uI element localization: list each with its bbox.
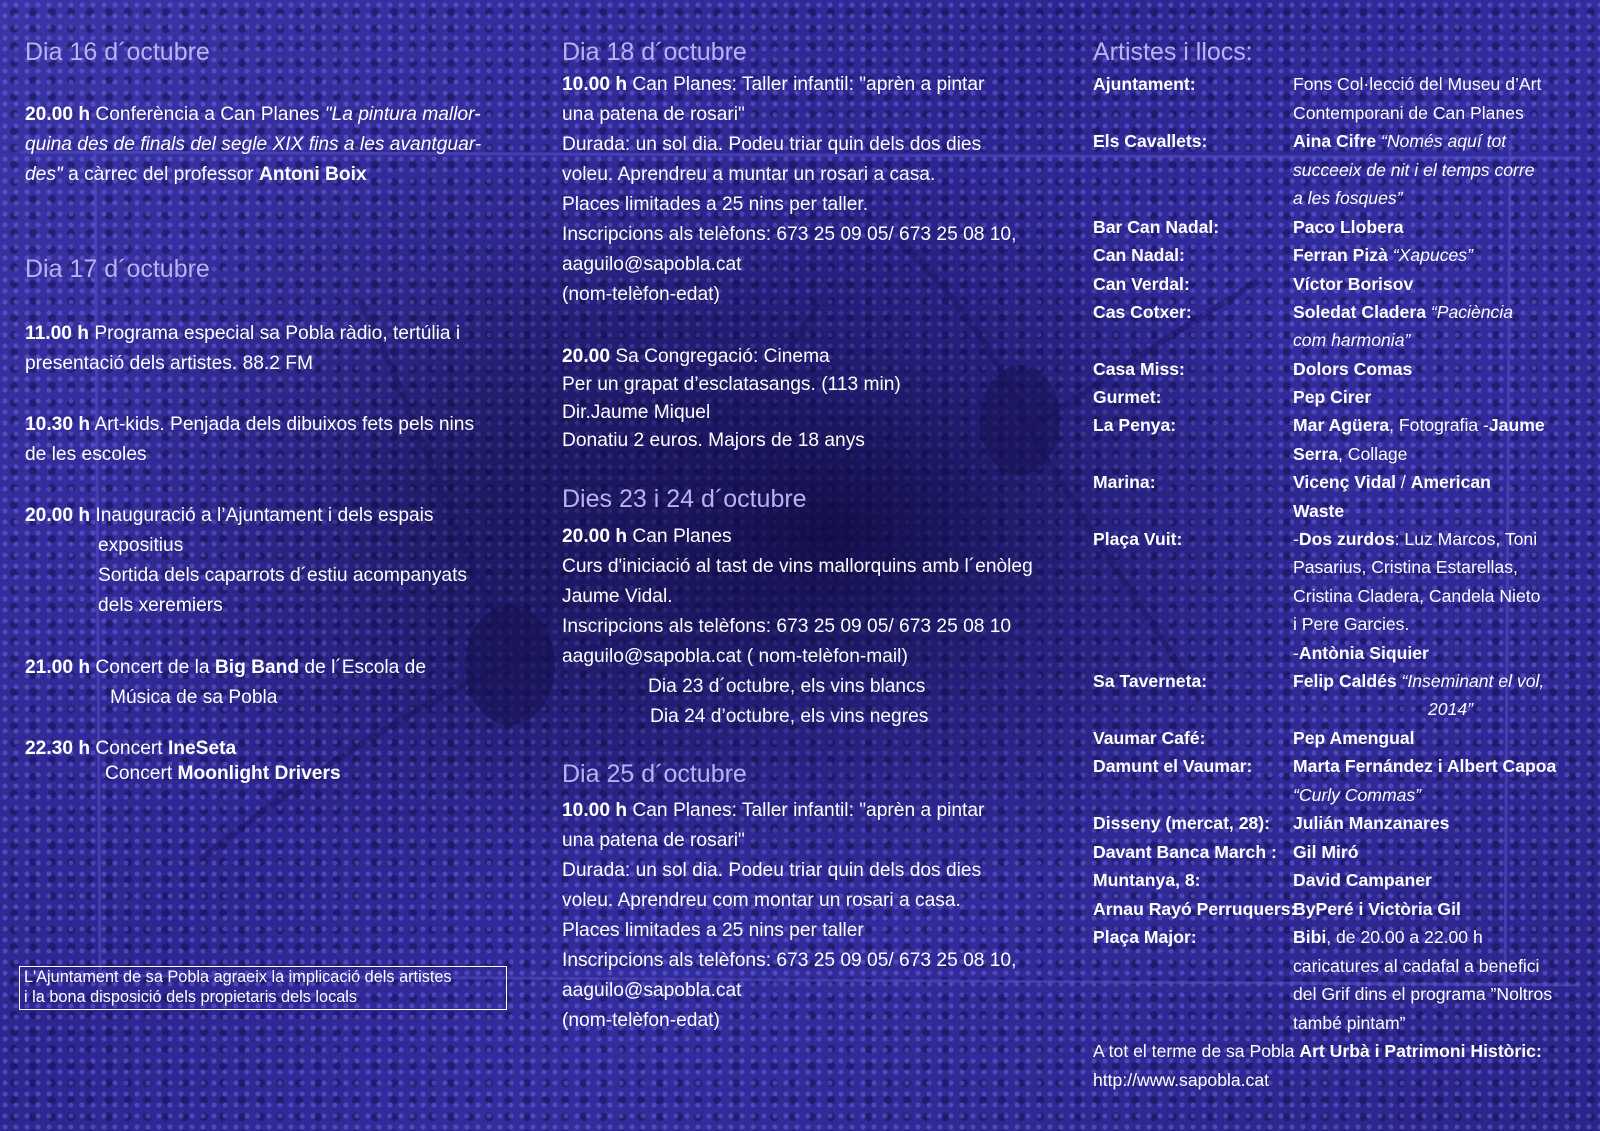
day18-heading: Dia 18 d´octubre (562, 38, 747, 66)
day17-event-2-line-1: 10.30 h Art-kids. Penjada dels dibuixos fets pels nins (25, 414, 475, 435)
day17-event-3-line-3: Sortida dels caparrots d´estiu acompanyats (98, 565, 468, 586)
day17-event-4-line-1: 21.00 h Concert de la Big Band de l´Escola de (25, 657, 427, 678)
venue-marina-line-2: Waste (1293, 501, 1345, 521)
day18-cinema-line-1: 20.00 Sa Congregació: Cinema (562, 346, 830, 367)
venue-els-cavallets-line-2: succeeix de nit i el temps corre (1293, 160, 1535, 180)
day25-line-3: Durada: un sol dia. Podeu triar quin dels dos dies (562, 860, 982, 881)
day16-line-2: quina des de finals del segle XIX fins a les avantguar- (25, 134, 482, 155)
day18-workshop-line-6: Inscripcions als telèfons: 673 25 09 05/ 673 25 08 10, (562, 224, 1017, 245)
day18-email-link[interactable]: aaguilo@sapobla.cat (562, 254, 742, 275)
day23-line-1: 20.00 h Can Planes (562, 526, 732, 547)
day25-line-6: Inscripcions als telèfons: 673 25 09 05/ 673 25 08 10, (562, 950, 1017, 971)
day18-workshop-line-8: (nom-telèfon-edat) (562, 284, 720, 305)
footer-art-urba: A tot el terme de sa Pobla Art Urbà i Patrimoni Històric: (1093, 1041, 1542, 1061)
day25-line-1: 10.00 h Can Planes: Taller infantil: "aprèn a pintar (562, 800, 985, 821)
venue-placa-vuit-line-4: i Pere Garcies. (1293, 614, 1410, 634)
day25-line-2: una patena de rosari" (562, 830, 745, 851)
day18-workshop-line-4: voleu. Aprendreu a muntar un rosari a casa. (562, 164, 936, 185)
day23-line-4: Inscripcions als telèfons: 673 25 09 05/ 673 25 08 10 (562, 616, 1012, 637)
day23-email-line[interactable]: aaguilo@sapobla.cat ( nom-telèfon-mail) (562, 646, 908, 667)
day17-event-3-line-4: dels xeremiers (98, 595, 223, 616)
venue-placa-vuit-line-3: Cristina Cladera, Candela Nieto (1293, 586, 1541, 606)
day16-line-1: 20.00 h Conferència a Can Planes "La pintura mallor- (25, 104, 481, 125)
acknowledgement-line-2: i la bona disposició dels propietaris dels locals (24, 987, 358, 1006)
venue-la-penya-line-2: Serra, Collage (1293, 444, 1408, 464)
venue-placa-major-line-2: caricatures al cadafal a benefici (1293, 956, 1540, 976)
day23-line-7: Dia 24 d’octubre, els vins negres (650, 706, 929, 727)
day16-heading: Dia 16 d´octubre (25, 38, 210, 66)
acknowledgement-line-1: L'Ajuntament de sa Pobla agraeix la implicació dels artistes (24, 968, 452, 986)
venue-ajuntament-line-2: Contemporani de Can Planes (1293, 103, 1524, 123)
artists-heading: Artistes i llocs: (1093, 38, 1253, 66)
venue-placa-vuit-line-2: Pasarius, Cristina Estarellas, (1293, 557, 1518, 577)
day25-line-4: voleu. Aprendreu com montar un rosari a casa. (562, 890, 961, 911)
day25-email-link[interactable]: aaguilo@sapobla.cat (562, 980, 742, 1001)
acknowledgement-box (19, 966, 507, 1010)
day17-heading: Dia 17 d´octubre (25, 255, 210, 283)
venue-placa-vuit-line-5: -Antònia Siquier (1293, 643, 1429, 663)
day17-event-5-line-1: 22.30 h Concert IneSeta (25, 738, 237, 759)
day18-workshop-line-5: Places limitades a 25 nins per taller. (562, 194, 869, 215)
venue-sa-taverneta-line-2: 2014” (1428, 699, 1473, 719)
venue-cas-cotxer-line-2: com harmonia” (1293, 330, 1411, 350)
venue-placa-major-line-4: també pintam” (1293, 1013, 1406, 1033)
day18-cinema-line-2: Per un grapat d’esclatasangs. (113 min) (562, 374, 901, 395)
day25-line-5: Places limitades a 25 nins per taller (562, 920, 864, 941)
day18-workshop-line-2: una patena de rosari" (562, 104, 745, 125)
day25-line-8: (nom-telèfon-edat) (562, 1010, 720, 1031)
day18-workshop-line-3: Durada: un sol dia. Podeu triar quin dels dos dies (562, 134, 982, 155)
day23-line-2: Curs d'iniciació al tast de vins mallorquins amb l´enòleg (562, 556, 1033, 577)
day17-event-1-line-1: 11.00 h Programa especial sa Pobla ràdio, tertúlia i (25, 323, 461, 344)
day17-event-3-line-1: 20.00 h Inauguració a l’Ajuntament i dels espais (25, 505, 434, 526)
footer-website-link[interactable]: http://www.sapobla.cat (1093, 1070, 1270, 1090)
day23-line-6: Dia 23 d´octubre, els vins blancs (648, 676, 926, 697)
day18-workshop-line-1: 10.00 h Can Planes: Taller infantil: "aprèn a pintar (562, 74, 985, 95)
day17-event-4-line-2: Música de sa Pobla (110, 687, 278, 708)
day17-event-2-line-2: de les escoles (25, 444, 147, 465)
day16-line-3: des" a càrrec del professor Antoni Boix (25, 164, 367, 185)
venue-placa-major-line-3: del Grif dins el programa ”Noltros (1293, 984, 1553, 1004)
day17-event-3-line-2: expositius (98, 535, 184, 556)
day17-event-1-line-2: presentació dels artistes. 88.2 FM (25, 353, 313, 374)
day18-cinema-line-3: Dir.Jaume Miquel (562, 402, 711, 423)
day25-heading: Dia 25 d´octubre (562, 760, 747, 788)
day23-heading: Dies 23 i 24 d´octubre (562, 485, 807, 513)
day23-line-3: Jaume Vidal. (562, 586, 673, 607)
day17-event-5-line-2: Concert Moonlight Drivers (105, 763, 341, 784)
day18-cinema-line-4: Donatiu 2 euros. Majors de 18 anys (562, 430, 865, 451)
venue-els-cavallets-line-3: a les fosques” (1293, 188, 1403, 208)
venue-damunt-vaumar-line-2: “Curly Commas” (1293, 785, 1422, 805)
